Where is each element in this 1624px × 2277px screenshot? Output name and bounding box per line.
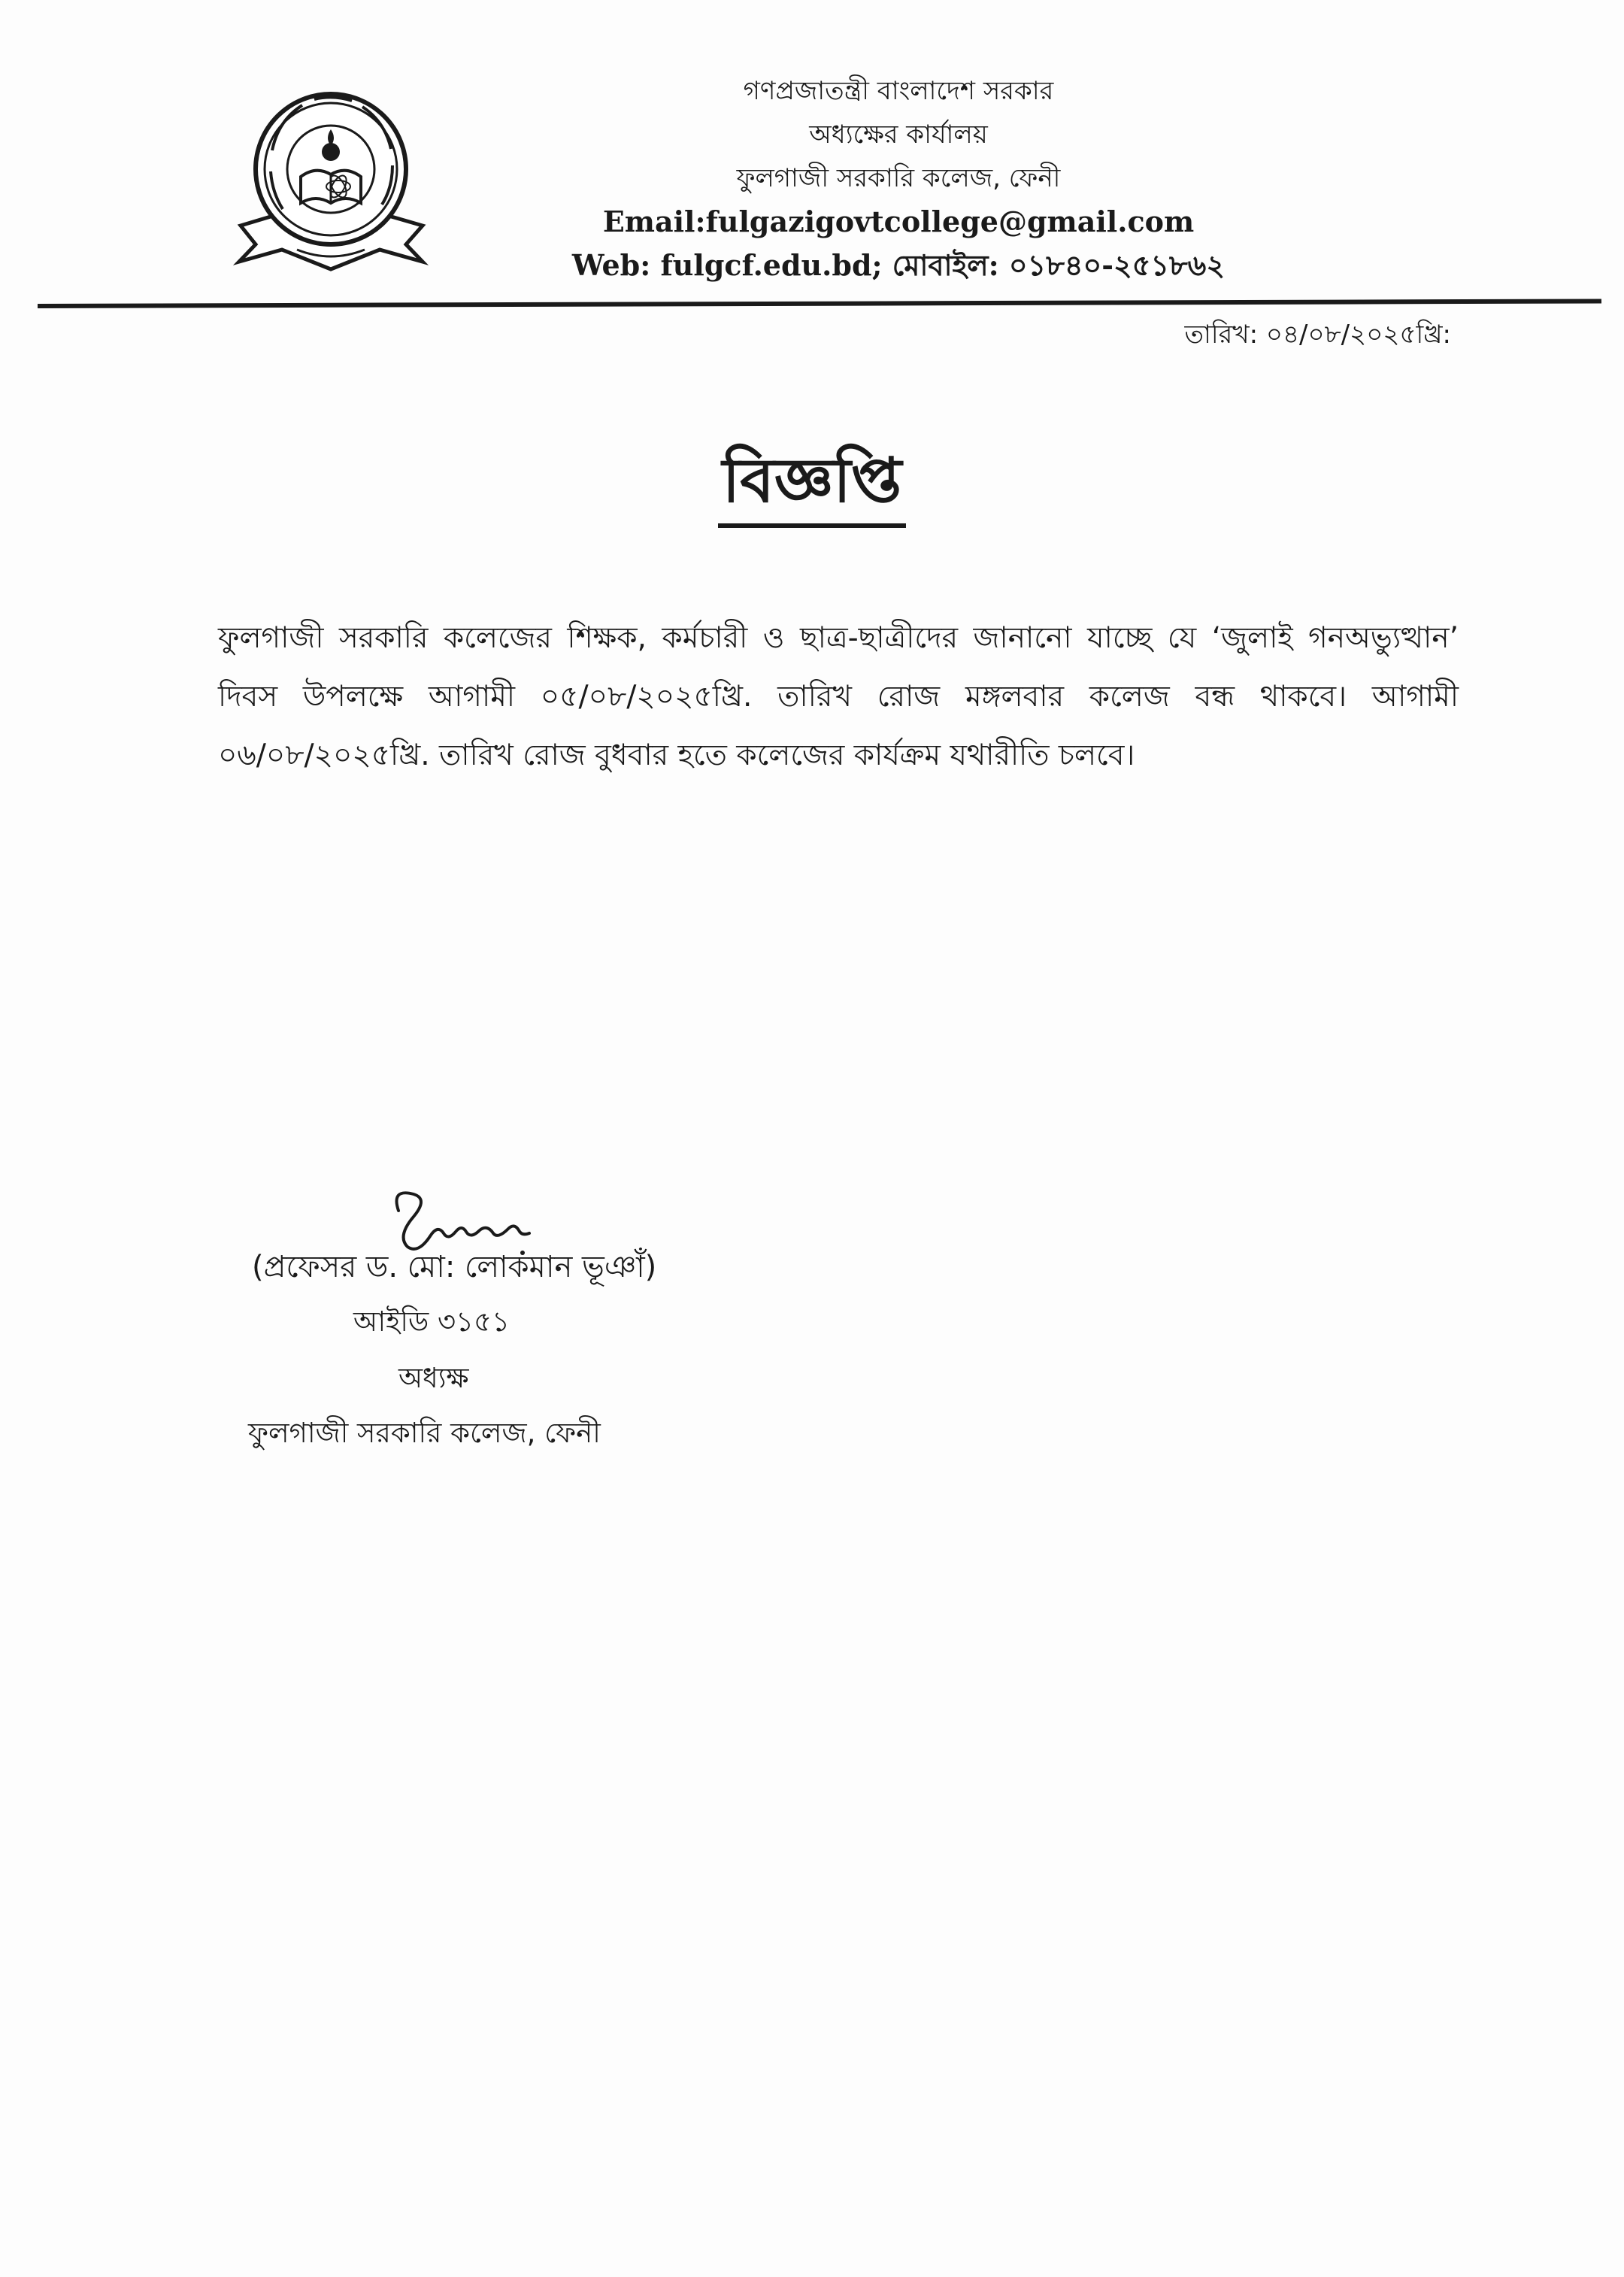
signatory-designation: অধ্যক্ষ	[398, 1362, 469, 1394]
signatory-id: আইডি ৩১৫১	[353, 1305, 511, 1338]
college-name: ফুলগাজী সরকারি কলেজ, ফেনী	[736, 163, 1061, 193]
signatory-name: (প্রফেসর ড. মো: লোকমান ভূঞাঁ)	[252, 1250, 657, 1284]
notice-title: বিজ্ঞপ্তি	[718, 444, 906, 528]
notice-title-wrapper	[0, 444, 1624, 528]
office-name: অধ্যক্ষের কার্যালয়	[809, 120, 988, 150]
college-seal-icon	[226, 83, 436, 286]
header-divider	[38, 299, 1601, 308]
signatory-institution: ফুলগাজী সরকারি কলেজ, ফেনী	[248, 1417, 601, 1449]
college-web-mobile: Web: fulgcf.edu.bd; মোবাইল: ০১৮৪০-২৫১৮৬২	[571, 248, 1226, 282]
government-name: গণপ্রজাতন্ত্রী বাংলাদেশ সরকার	[743, 76, 1054, 106]
letterhead	[466, 69, 1331, 287]
notice-body: ফুলগাজী সরকারি কলেজের শিক্ষক, কর্মচারী ও ছাত্র-ছাত্রীদের জানানো যাচ্ছে যে ‘জুলাই গনঅভ্যুত্থান’ দিবস উপলক্ষে আগামী ০৫/০৮/২০২৫খ্রি. তারিখ রোজ মঙ্গলবার কলেজ বন্ধ থাকবে। আগামী ০৬/০৮/২০২৫খ্রি. তারিখ রোজ বুধবার হতে কলেজের কার্যক্রম যথারীতি চলবে।	[218, 621, 1459, 772]
notice-date: তারিখ: ০৪/০৮/২০২৫খ্রি:	[1184, 320, 1451, 350]
college-email: Email:fulgazigovtcollege@gmail.com	[602, 205, 1195, 238]
